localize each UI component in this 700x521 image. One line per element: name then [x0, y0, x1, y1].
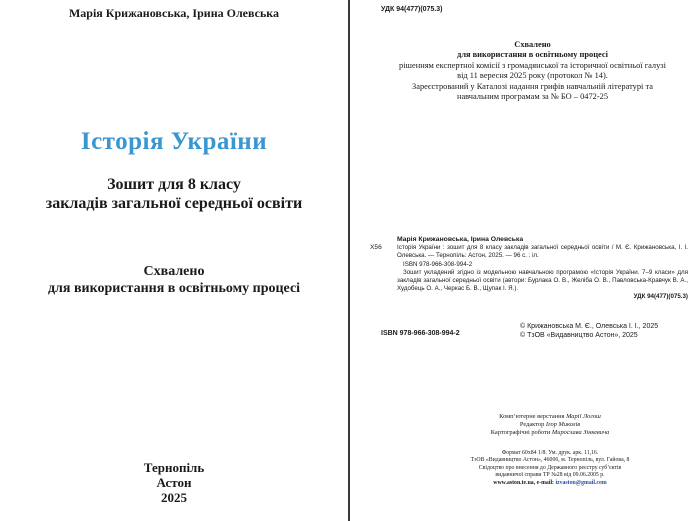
- bib-code: Х56: [370, 244, 382, 252]
- approval-heading: Схвалено: [514, 40, 551, 49]
- bibliographic-record: [370, 236, 688, 302]
- approval-line-6: навчальним програмам за № БО – 0472-25: [456, 92, 609, 102]
- imprint-address: ТзОВ «Видавництво Астон», 46006, м. Тернопіль, вул. Гайова, 8: [470, 457, 630, 464]
- approval-note-line-1: Схвалено: [143, 264, 205, 279]
- isbn: ISBN 978-966-308-994-2: [381, 330, 460, 337]
- website-link[interactable]: www.aston.te.ua: [493, 479, 534, 486]
- credit-layout-name: Марії Логош: [566, 413, 601, 420]
- publisher-block: [0, 460, 348, 505]
- approval-subheading: для використання в освітньому процесі: [457, 50, 608, 60]
- approval-line-3: рішенням експертної комісії з громадянської та історичної освітньої галузі: [399, 60, 666, 70]
- bib-authors: Марія Крижановська, Ірина Олевська: [397, 236, 524, 243]
- publisher-name: Астон: [156, 475, 192, 490]
- udk-code: УДК 94(477)(075.3): [381, 6, 443, 13]
- subtitle-line-1: Зошит для 8 класу: [107, 176, 241, 193]
- copyright-block: [520, 322, 658, 340]
- cover-authors: Марія Крижановська, Ірина Олевська: [68, 6, 280, 20]
- book-title: Історія України: [80, 128, 268, 155]
- credit-editor-name: Ігор Миколів: [545, 421, 581, 429]
- copyright-authors: © Крижановська М. Є., Олевська І. І., 2025: [520, 323, 659, 330]
- bib-main-row: [370, 244, 688, 260]
- publication-year: 2025: [161, 490, 187, 505]
- book-subtitle: [0, 175, 348, 213]
- credit-maps-name: Мирослава Зінкевича: [551, 429, 610, 437]
- copyright-publisher: © ТзОВ «Видавництво Астон», 2025: [520, 332, 638, 339]
- ministry-approval: [380, 40, 685, 102]
- bib-udk: УДК 94(477)(075.3): [633, 293, 688, 301]
- approval-note: [0, 263, 348, 297]
- imprint: [430, 450, 670, 487]
- bib-annotation: Зошит укладений згідно із модельною навчальною програмою «Історія України. 7–9 класи» для закладів загальної середньої освіти (автори: Бурлака О. В., Желіба О. В., Павловська-Кравчук В. А., Худобець О. А., Черкас Б. В., Щупак І. Я.).: [397, 268, 688, 293]
- bib-isbn: ISBN 978-966-308-994-2: [403, 260, 473, 268]
- subtitle-line-2: закладів загальної середньої освіти: [45, 195, 303, 212]
- email-link[interactable]: izvaston@gmail.com: [555, 479, 607, 486]
- approval-line-5: Зареєстрований у Каталозі надання грифів навчальній літературі та: [412, 81, 653, 91]
- approval-note-line-2: для використання в освітньому процесі: [47, 281, 301, 296]
- credit-layout: Комп’ютерне верстання Марії Логош: [499, 413, 601, 420]
- title-page: [0, 0, 348, 521]
- imprint-cert-1: Свідоцтво про внесення до Державного реєстру суб’єктів: [478, 464, 622, 471]
- imprint-format: Формат 60х84 1/8. Ум. друк. арк. 11,16.: [501, 450, 599, 456]
- imprint-contacts: www.aston.te.ua, e-mail: izvaston@gmail.com: [493, 479, 607, 486]
- publisher-city: Тернопіль: [143, 460, 205, 475]
- page-divider: [348, 0, 350, 521]
- credit-editor: Редактор Ігор Миколів: [519, 421, 581, 429]
- approval-line-4: від 11 вересня 2025 року (протокол № 14).: [457, 71, 608, 81]
- bib-description: Історія України : зошит для 8 класу закладів загальної середньої освіти / М. Є. Крижановська, І. І. Олевська. — Тернопіль: Астон, 2025. — 96 с. : іл.: [397, 244, 688, 260]
- credit-maps: Картографічні роботи Мирослава Зінкевича: [490, 429, 610, 437]
- imprint-cert-2: видавничої справи ТР №28 від 09.06.2005 р.: [495, 472, 605, 479]
- production-credits: [430, 413, 670, 438]
